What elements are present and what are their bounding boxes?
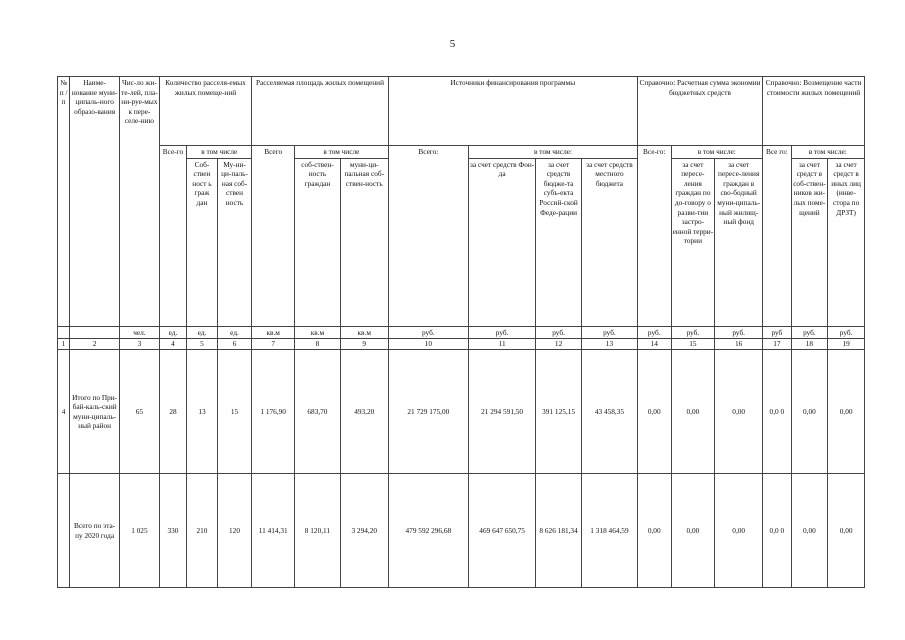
resettlement-table — [57, 76, 865, 588]
unit-cell: руб. — [671, 326, 715, 339]
cell-qty-own: 210 — [187, 474, 218, 588]
header-comp-total: Все го: — [763, 146, 791, 327]
unit-cell: руб. — [828, 326, 865, 339]
col-number: 5 — [187, 339, 218, 350]
cell-fin-rf: 391 125,15 — [536, 350, 582, 474]
header-fin-local: за счет средств местного бюджета — [581, 158, 637, 326]
unit-cell: кв.м — [252, 326, 295, 339]
header-econ-total: Все-го: — [637, 146, 671, 327]
col-number: 18 — [791, 339, 828, 350]
unit-cell: руб. — [469, 326, 536, 339]
unit-cell-empty — [70, 326, 120, 339]
unit-cell-empty — [58, 326, 70, 339]
col-number: 1 — [58, 339, 70, 350]
header-fin-fund: за счет средств Фон-да — [469, 158, 536, 326]
header-area-total: Всего — [252, 146, 295, 327]
unit-cell: ед. — [159, 326, 186, 339]
cell-econ-free: 0,00 — [715, 350, 763, 474]
unit-cell: руб. — [791, 326, 828, 339]
cell-area-total: 1 176,90 — [252, 350, 295, 474]
col-number: 10 — [388, 339, 468, 350]
header-num: № п / п — [58, 77, 70, 327]
header-qty-mun: Му-ни-ци-паль-ная соб-ствен ность — [217, 158, 252, 326]
cell-comp-total: 0,0 0 — [763, 350, 791, 474]
header-quantity: Количество расселя-емых жилых помеще-ний — [159, 77, 252, 146]
header-area: Расселяемая площадь жилых помещений — [252, 77, 388, 146]
col-number: 13 — [581, 339, 637, 350]
header-qty-total: Все-го — [159, 146, 186, 327]
col-number: 12 — [536, 339, 582, 350]
header-qty-incl: в том числе — [187, 146, 252, 159]
unit-cell: руб. — [715, 326, 763, 339]
header-area-mun: муни-ци-пальная соб-ствен-ность — [340, 158, 388, 326]
cell-area-total: 11 414,31 — [252, 474, 295, 588]
header-economy: Справочно: Расчетная сумма экономии бюджетных средств — [637, 77, 762, 146]
cell-qty-mun: 120 — [217, 474, 252, 588]
unit-cell: ед. — [217, 326, 252, 339]
cell-comp-own: 0,00 — [791, 350, 828, 474]
header-econ-dev: за счет пересе-ления граждан по до-говору о разви-тии застро-енной терри-тории — [671, 158, 715, 326]
cell-name: Всего по эта-пу 2020 года — [70, 474, 120, 588]
unit-cell: кв.м — [340, 326, 388, 339]
cell-qty-mun: 15 — [217, 350, 252, 474]
col-number: 17 — [763, 339, 791, 350]
header-econ-incl: в том числе: — [671, 146, 763, 159]
col-number: 4 — [159, 339, 186, 350]
col-number: 14 — [637, 339, 671, 350]
col-number: 8 — [295, 339, 341, 350]
header-municipality: Наиме-нование муни-ципаль-ного образо-вания — [70, 77, 120, 327]
unit-cell: кв.м — [295, 326, 341, 339]
col-number: 16 — [715, 339, 763, 350]
cell-econ-dev: 0,00 — [671, 474, 715, 588]
header-compensation: Справочно: Возмещение части стоимости жилых помещений — [763, 77, 865, 146]
cell-area-own: 683,70 — [295, 350, 341, 474]
header-fin-rf: за счет средств бюдже-та субъ-екта Россий-ской Феде-рации — [536, 158, 582, 326]
cell-area-mun: 3 294,20 — [340, 474, 388, 588]
header-area-incl: в том числе — [295, 146, 389, 159]
cell-people: 65 — [120, 350, 160, 474]
cell-fin-local: 1 318 464,59 — [581, 474, 637, 588]
header-fin-total: Всего: — [388, 146, 468, 327]
col-number: 9 — [340, 339, 388, 350]
cell-econ-free: 0,00 — [715, 474, 763, 588]
header-financing: Источники финансирования программы — [388, 77, 637, 146]
unit-cell: руб — [763, 326, 791, 339]
cell-qty-total: 28 — [159, 350, 186, 474]
col-number: 15 — [671, 339, 715, 350]
header-comp-inv: за счет средст в иных лиц (инве-стора по ДРЗТ) — [828, 158, 865, 326]
cell-econ-dev: 0,00 — [671, 350, 715, 474]
cell-area-own: 8 120,11 — [295, 474, 341, 588]
col-number: 11 — [469, 339, 536, 350]
cell-area-mun: 493,20 — [340, 350, 388, 474]
header-econ-free: за счет пересе-ления граждан в сво-бодный муни-ципаль-ный жилищ-ный фонд — [715, 158, 763, 326]
header-people: Чис-ло жи-те-лей, пла-ни-руе-мых к пере-селе-нию — [120, 77, 160, 327]
unit-cell: руб. — [581, 326, 637, 339]
table-row — [58, 474, 865, 588]
cell-econ-total: 0,00 — [637, 474, 671, 588]
cell-fin-fund: 469 647 650,75 — [469, 474, 536, 588]
unit-cell: ед. — [187, 326, 218, 339]
cell-comp-inv: 0,00 — [828, 474, 865, 588]
cell-comp-own: 0,00 — [791, 474, 828, 588]
col-number: 2 — [70, 339, 120, 350]
header-qty-own: Соб-ствен ност ь граж дан — [187, 158, 218, 326]
cell-fin-rf: 8 626 181,34 — [536, 474, 582, 588]
header-fin-incl: в том числе: — [469, 146, 638, 159]
table-row — [58, 350, 865, 474]
cell-fin-fund: 21 294 591,50 — [469, 350, 536, 474]
cell-fin-total: 21 729 175,00 — [388, 350, 468, 474]
cell-comp-inv: 0,00 — [828, 350, 865, 474]
col-number: 6 — [217, 339, 252, 350]
cell-num: 4 — [58, 350, 70, 474]
cell-qty-own: 13 — [187, 350, 218, 474]
unit-cell: чел. — [120, 326, 160, 339]
unit-cell: руб. — [388, 326, 468, 339]
cell-fin-local: 43 458,35 — [581, 350, 637, 474]
header-area-own: соб-ствен-ность граждан — [295, 158, 341, 326]
cell-econ-total: 0,00 — [637, 350, 671, 474]
header-comp-incl: в том числе: — [791, 146, 864, 159]
cell-num — [58, 474, 70, 588]
unit-cell: руб. — [637, 326, 671, 339]
unit-cell: руб. — [536, 326, 582, 339]
cell-comp-total: 0,0 0 — [763, 474, 791, 588]
cell-people: 1 025 — [120, 474, 160, 588]
col-number: 7 — [252, 339, 295, 350]
col-number: 19 — [828, 339, 865, 350]
cell-fin-total: 479 592 296,68 — [388, 474, 468, 588]
cell-qty-total: 330 — [159, 474, 186, 588]
header-comp-own: за счет средст в соб-ствен-ников жи-лых поме-щений — [791, 158, 828, 326]
col-number: 3 — [120, 339, 160, 350]
page-number: 5 — [449, 38, 456, 50]
cell-name: Итого по При-бай-каль-ский муни-ципаль-ный район — [70, 350, 120, 474]
